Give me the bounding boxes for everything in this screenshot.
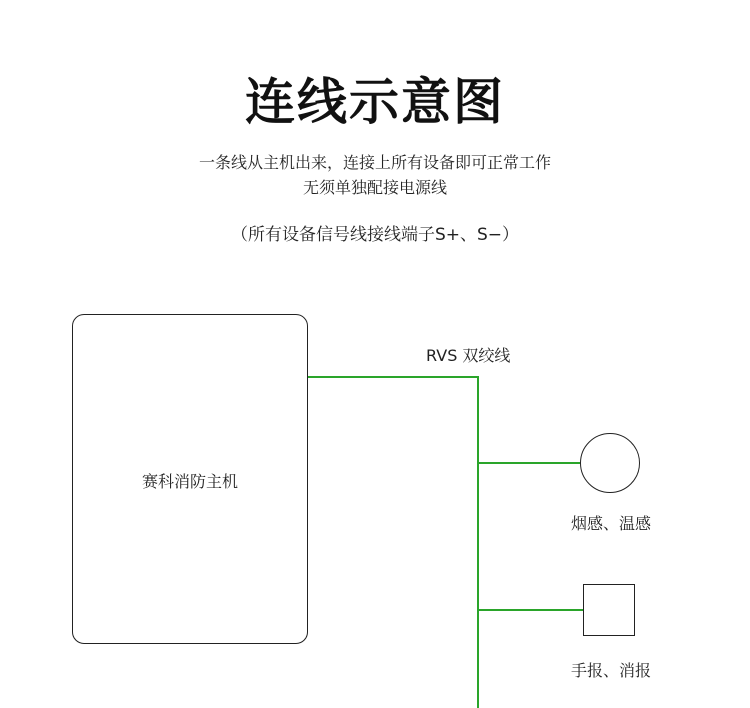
subtitle-line-2: 无须单独配接电源线	[302, 178, 447, 197]
wire-branch-button	[477, 609, 583, 611]
square-icon	[583, 584, 635, 636]
wire-branch-detector	[477, 462, 580, 464]
subtitle-line-1: 一条线从主机出来，连接上所有设备即可正常工作	[198, 153, 551, 172]
wire-main-vertical	[477, 376, 479, 708]
wire-main-horizontal	[308, 376, 479, 378]
host-label: 赛科消防主机	[141, 472, 238, 491]
button-label: 手报、消报	[570, 661, 651, 680]
page-title: 连线示意图	[245, 73, 505, 131]
detector-label: 烟感、温感	[570, 514, 651, 533]
terminal-note: （所有设备信号线接线端子S+、S−）	[230, 225, 520, 245]
cable-label: RVS 双绞线	[426, 346, 511, 365]
circle-icon	[580, 433, 640, 493]
